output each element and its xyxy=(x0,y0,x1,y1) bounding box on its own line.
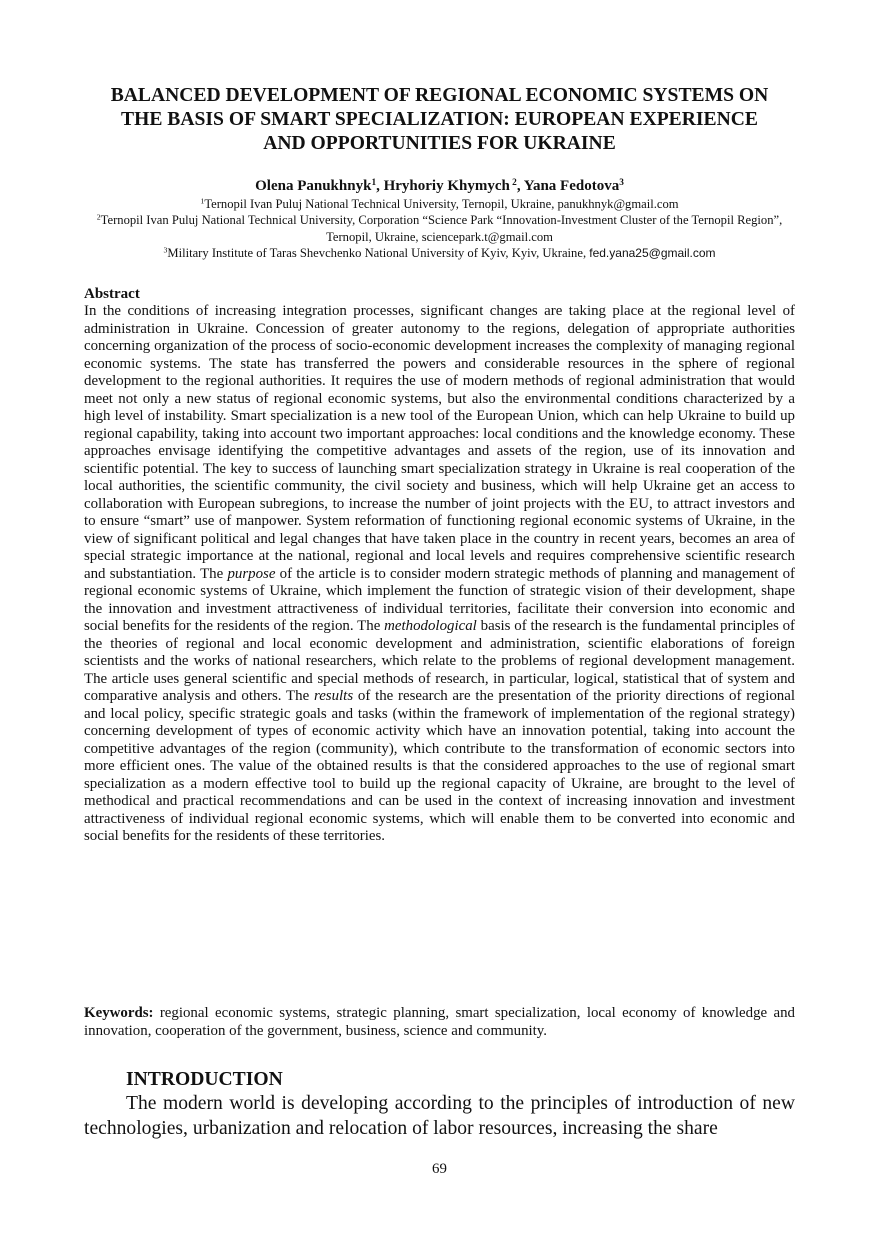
abstract-heading: Abstract xyxy=(84,286,140,302)
paper-title xyxy=(84,84,795,156)
affiliation-3 xyxy=(84,245,795,261)
abstract-emphasis-purpose: purpose xyxy=(227,565,276,582)
abstract-text: of the research are the presentation of the priority directions of regional and local policy, specific strategic goals and tasks (within the framework of implementation of the regional strategy) concerning development of types of economic activity which have an innovation potential, taking into account the competitive advantages of the region (community), which contribute to the transformation of economic sectors into more efficient ones. The value of the obtained results is that the considered approaches to the use of regional smart specialization as a modern effective tool to build up the regional capacity of Ukraine, are brought to the level of methodical and practical recommendations and can be used in the context of increasing innovation and investment attractiveness of individual regional economic systems, which will enable them to be converted into economic and social benefits for the residents of these territories. xyxy=(84,688,795,844)
author-affiliation-mark: 1 xyxy=(371,177,377,188)
author-separator: , xyxy=(516,178,524,194)
title-line: BALANCED DEVELOPMENT OF REGIONAL ECONOMIC SYSTEMS ON xyxy=(110,85,769,106)
keywords-label: Keywords: xyxy=(84,1005,154,1021)
affiliation-text: Ternopil Ivan Puluj National Technical University, Corporation “Science Park “Innovation-Investment Cluster of the Ternopil Region”, Ternopil, Ukraine, sciencepark.t@gmail.com xyxy=(100,213,783,244)
affiliation-1 xyxy=(84,196,795,212)
introduction-heading: INTRODUCTION xyxy=(126,1069,283,1090)
title-line: THE BASIS OF SMART SPECIALIZATION: EUROPEAN EXPERIENCE xyxy=(121,109,758,130)
keywords-text: regional economic systems, strategic planning, smart specialization, local economy of knowledge and innovation, cooperation of the government, business, science and community. xyxy=(84,1005,795,1039)
author-name: Olena Panukhnyk xyxy=(255,178,372,194)
title-line: AND OPPORTUNITIES FOR UKRAINE xyxy=(263,133,616,154)
abstract-emphasis-results: results xyxy=(313,688,354,704)
author-name: Hryhoriy Khymych xyxy=(383,178,510,194)
abstract-text: of the article is to consider modern strategic methods of planning and management of regional economic systems of Ukraine, which implement the function of strategic vision of their development, shape the innovation and investment attractiveness of individual territories, facilitate their conversion into economic and social benefits for the residents of the region. The xyxy=(84,565,795,634)
abstract-emphasis-methodological: methodological xyxy=(384,618,477,634)
author-name: Yana Fedotova xyxy=(523,178,620,194)
abstract-body xyxy=(84,303,795,846)
abstract-text: In the conditions of increasing integration processes, significant changes are taking place at the regional level of administration in Ukraine. Concession of greater autonomy to the regions, delegation of appropriate authorities concerning organization of the process of socio-economic development increases the complexity of managing regional economic systems. The state has transferred the powers and considerable resources in the sphere of regional development to the regional authorities. It requires the use of modern methods of regional administration that would meet not only a new status of regional economic systems, but also the environmental conditions characterized by a high level of instability. Smart specialization is a new tool of the European Union, which can help Ukraine to build up regional capability, taking into account two important approaches: local conditions and the knowledge economy. These approaches envisage identifying the competitive advantages and assets of the region, use of its innovation and scientific potential. The key to success of launching smart specialization strategy in Ukraine is real cooperation of the local authorities, the scientific community, the civil society and business, which will help Ukraine get an access to collaboration with European subregions, to increase the number of joint projects with the EU, to attract investors and to ensure “smart” use of manpower. System reformation of functioning regional economic systems of Ukraine, in the view of significant political and legal changes that have taken place in the country in recent years, becomes an area of special strategic importance at the national, regional and local levels and requires comprehensive scientific research and substantiation. The xyxy=(84,303,795,582)
affiliation-text: Ternopil Ivan Puluj National Technical University, Ternopil, Ukraine, panukhnyk@gmail.com xyxy=(204,197,679,211)
affiliation-email: fed.yana25@gmail.com xyxy=(589,245,716,260)
author-affiliation-mark: 2 xyxy=(509,177,517,188)
affiliations xyxy=(84,196,795,261)
affiliation-mark: 1 xyxy=(200,196,205,206)
introduction-text: The modern world is developing according to the principles of introduction of new technologies, urbanization and relocation of labor resources, increasing the share xyxy=(84,1093,795,1139)
author-list xyxy=(84,176,795,196)
author-separator: , xyxy=(376,178,384,194)
affiliation-2 xyxy=(84,212,795,245)
keywords xyxy=(84,1005,795,1040)
affiliation-mark: 2 xyxy=(96,213,101,223)
abstract-text: basis of the research is the fundamental principles of the theories of regional and local economic development and administration, scientific elaborations of foreign scientists and the works of national researchers, which relate to the problems of regional development management. The article uses general scientific and special methods of research, in particular, logical, statistical that of system and comparative analysis and others. The xyxy=(84,618,795,704)
page-number: 69 xyxy=(432,1161,447,1177)
author-affiliation-mark: 3 xyxy=(619,177,624,188)
affiliation-text: Military Institute of Taras Shevchenko National University of Kyiv, Kyiv, Ukraine, xyxy=(167,245,590,260)
affiliation-mark: 3 xyxy=(163,245,168,255)
